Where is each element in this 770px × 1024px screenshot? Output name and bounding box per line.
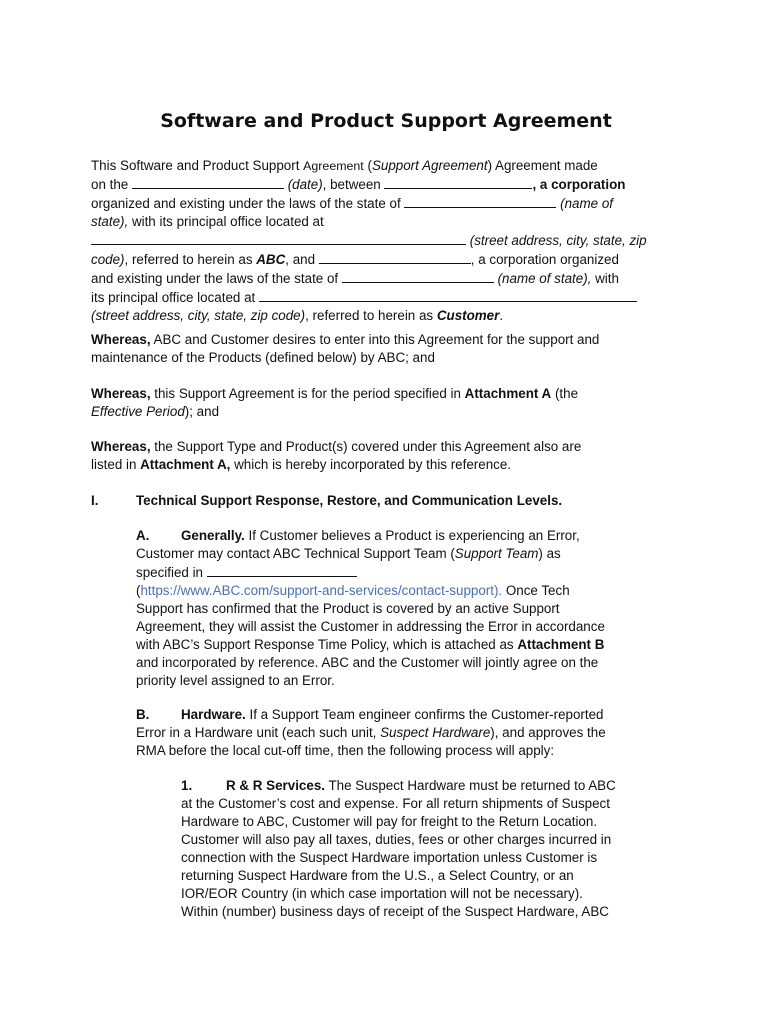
intro-line-8: its principal office located at xyxy=(91,288,676,307)
intro-line-3: organized and existing under the laws of the state of (name of xyxy=(91,196,613,211)
intro-line-7: and existing under the laws of the state of (name of state), with xyxy=(91,271,619,286)
state-b-blank[interactable] xyxy=(342,269,494,283)
address-a-blank[interactable] xyxy=(91,231,466,245)
page-title: Software and Product Support Agreement xyxy=(160,110,612,132)
intro-line-1: This Software and Product Support Agreement (Support Agreement) Agreement made xyxy=(91,158,598,173)
whereas-paragraph-1: Whereas, ABC and Customer desires to enter into this Agreement for the support and maintenance of the Products (defined below) by ABC; and xyxy=(91,332,600,365)
section-B-paragraph: B. Hardware. If a Support Team engineer confirms the Customer-reported Error in a Hardware unit (each such unit, Suspect Hardware), and approves the RMA before the local cut-off time, then the following process will apply: xyxy=(136,707,606,758)
intro-line-5: (street address, city, state, zip xyxy=(91,231,676,250)
state-a-blank[interactable] xyxy=(404,194,556,208)
section-A-paragraph: A. Generally. If Customer believes a Product is experiencing an Error, Customer may contact ABC Technical Support Team (Support Team) as specified in (https://www.ABC.com/support-and-services/contact-support). Once Tech Support has confirmed that the Product is covered by an active Support Agreement, they will assist the Customer in addressing the Error in accordance with ABC’s Support Response Time Policy, which is attached as Attachment B and incorporated by reference. ABC and the Customer will jointly agree on the priority level assigned to an Error. xyxy=(136,528,605,688)
section-heading-I: I. Technical Support Response, Restore, and Communication Levels. xyxy=(91,493,563,508)
support-link[interactable]: https://www.ABC.com/support-and-services/contact-support). xyxy=(140,583,503,598)
contact-blank[interactable] xyxy=(207,563,357,577)
party-a-blank[interactable] xyxy=(384,175,532,189)
intro-paragraph xyxy=(91,157,676,325)
section-1-paragraph: 1. R & R Services. The Suspect Hardware must be returned to ABC at the Customer’s cost and expense. For all return shipments of Suspect Hardware to ABC, Customer will pay for freight to the Return Location. Customer will also pay all taxes, duties, fees or other charges incurred in connection with the Suspect Hardware importation unless Customer is returning Suspect Hardware from the U.S., a Select Country, or an IOR/EOR Country (in which case importation will not be necessary). Within (number) business days of receipt of the Suspect Hardware, ABC xyxy=(181,778,616,919)
intro-line-4: state), with its principal office located at xyxy=(91,214,324,229)
whereas-paragraph-2: Whereas, this Support Agreement is for the period specified in Attachment A (the Effective Period); and xyxy=(91,386,579,419)
intro-line-6: code), referred to herein as ABC, and , a corporation organized xyxy=(91,252,619,267)
address-b-blank[interactable] xyxy=(259,288,637,302)
intro-line-9: (street address, city, state, zip code), referred to herein as Customer. xyxy=(91,308,504,323)
date-blank[interactable] xyxy=(132,175,284,189)
party-b-blank[interactable] xyxy=(319,250,471,264)
intro-line-2: on the (date), between , a corporation xyxy=(91,177,626,192)
whereas-paragraph-3: Whereas, the Support Type and Product(s) covered under this Agreement also are listed in Attachment A, which is hereby incorporated by this reference. xyxy=(91,439,582,472)
